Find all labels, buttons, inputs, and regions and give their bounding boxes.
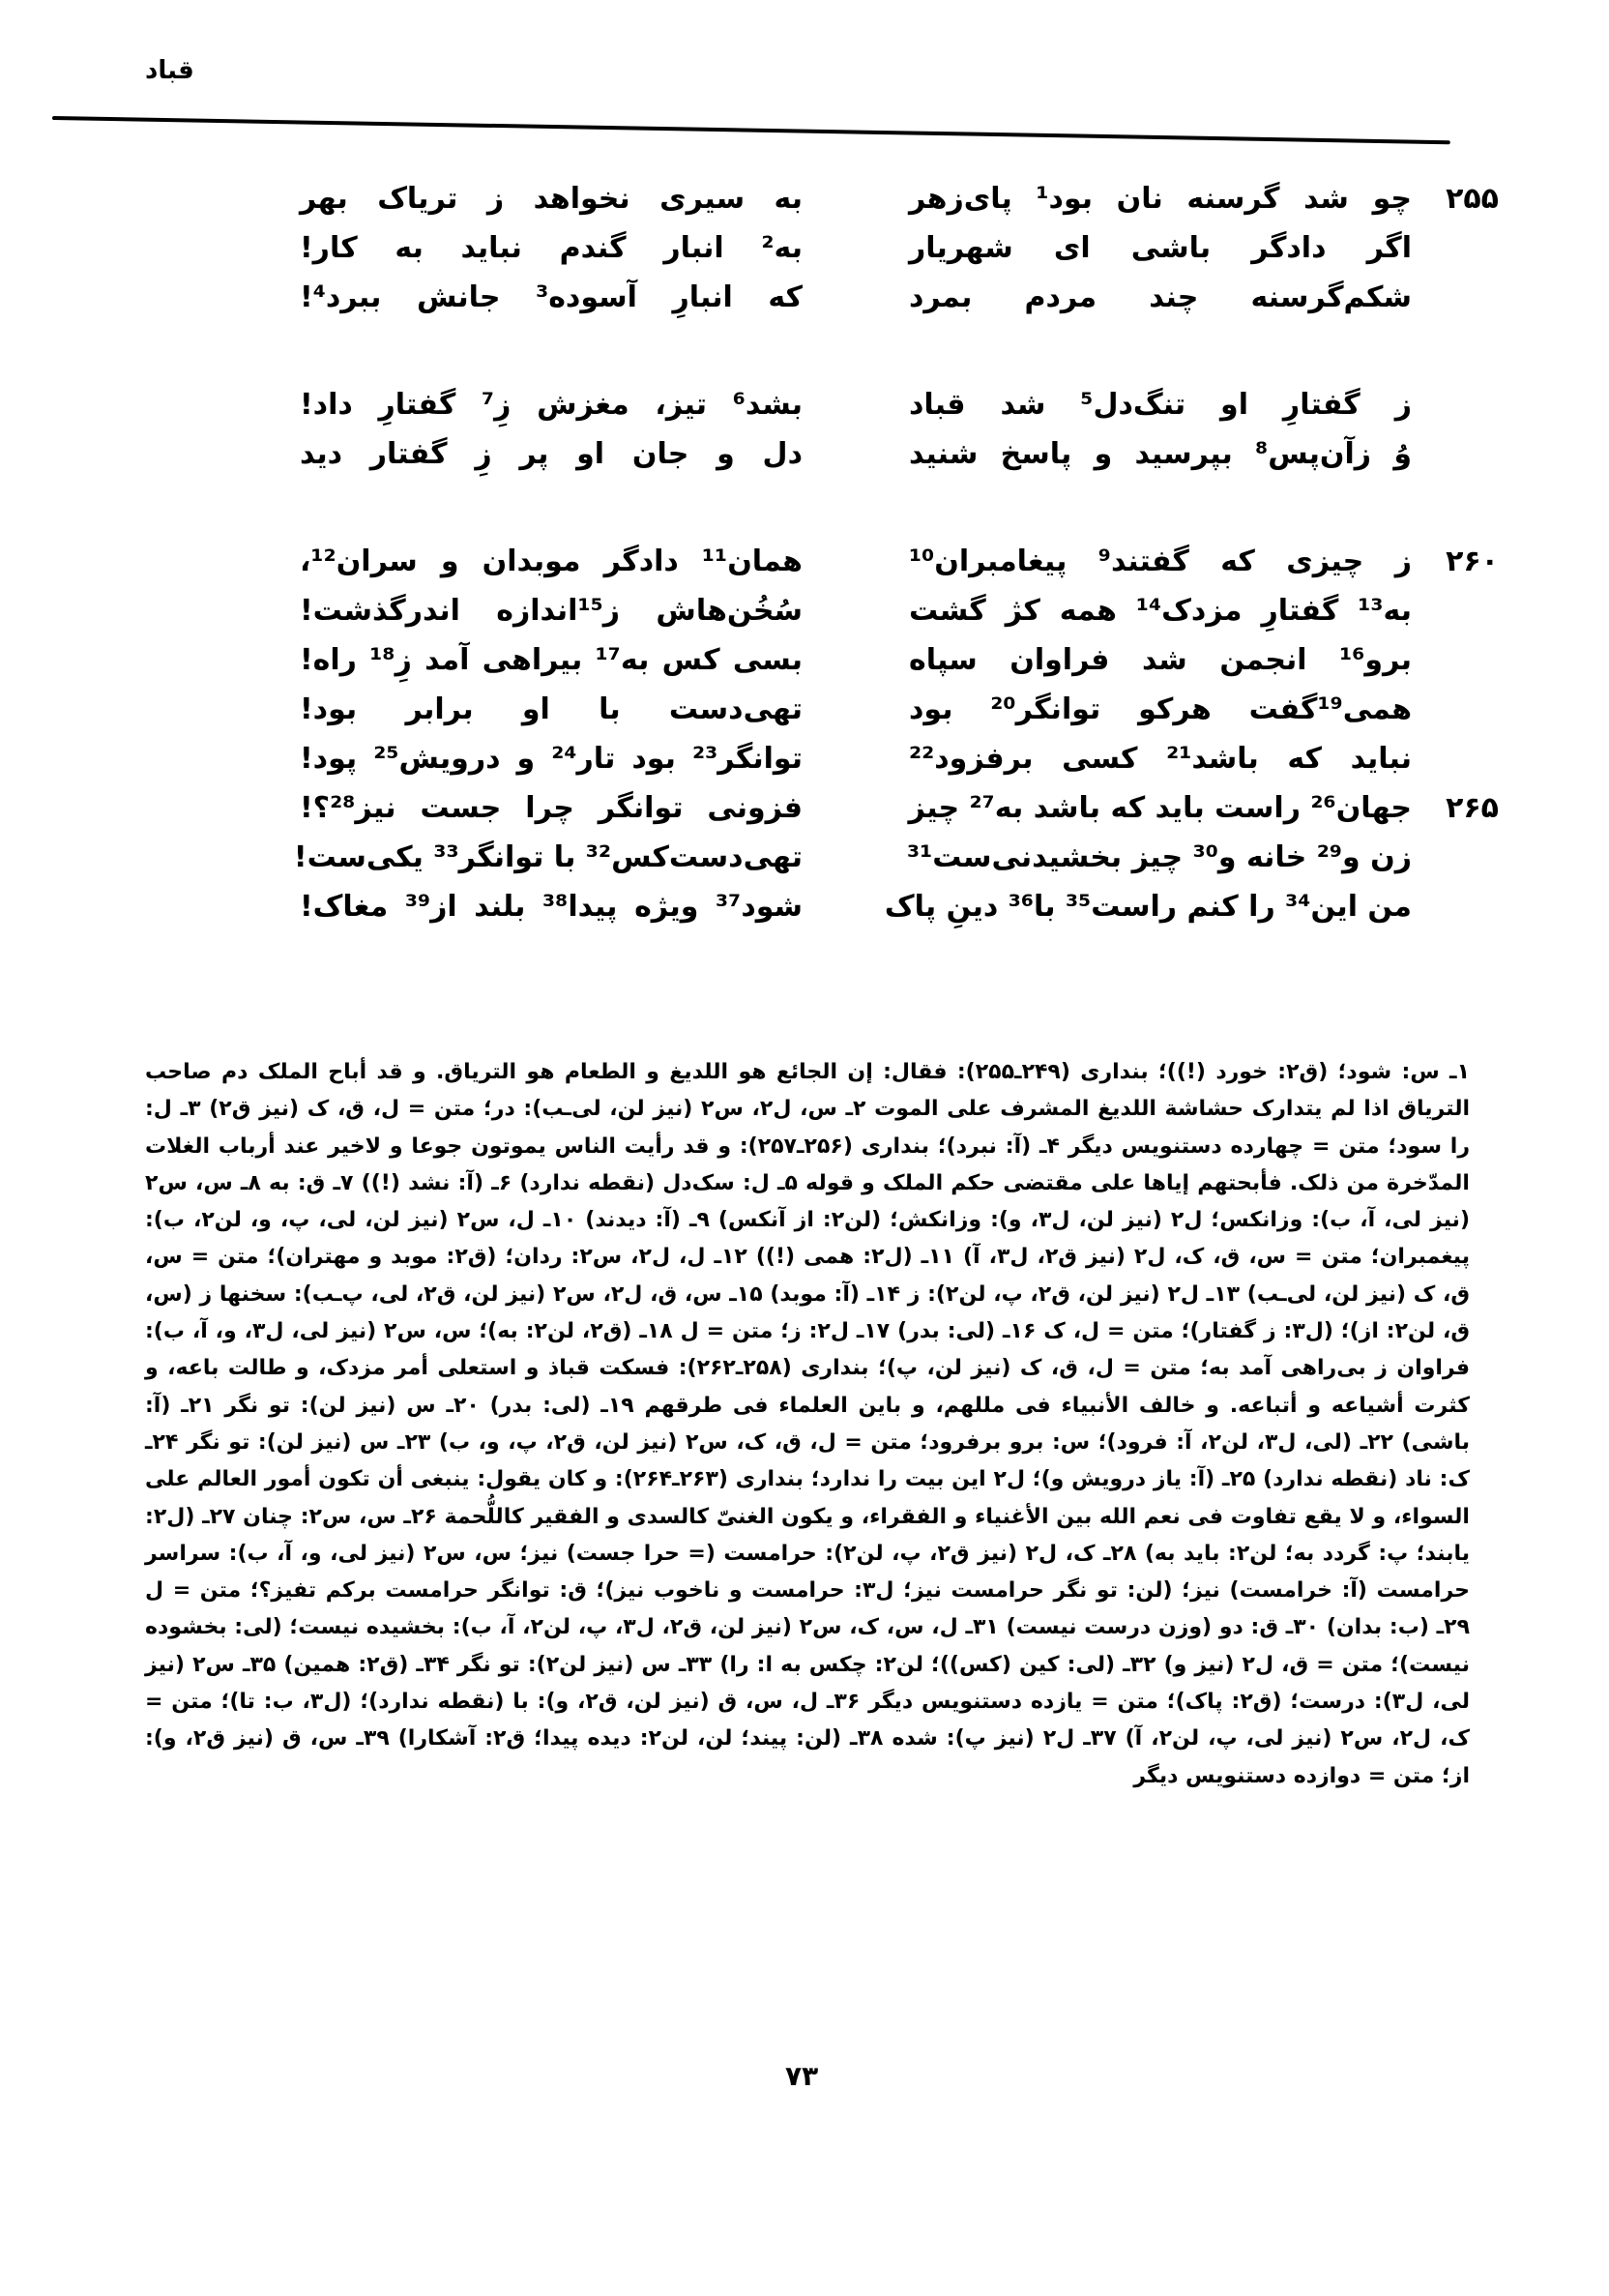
first-hemistich: وُ زآن‌پس⁸ بپرسید و پاسخ شنید — [909, 437, 1412, 471]
first-hemistich: شکم‌گرسنه چند مردم بمرد — [909, 280, 1412, 314]
couplet — [261, 586, 1499, 635]
first-hemistich: به¹³ گفتارِ مزدک¹⁴ همه کژ گشت — [909, 594, 1412, 628]
second-hemistich: تهی‌دست با او برابر بود! — [300, 692, 803, 726]
second-hemistich: شود³⁷ ویژه پیدا³⁸ بلند از³⁹ مغاک! — [300, 890, 804, 924]
page-number: ۷۳ — [785, 2060, 819, 2092]
second-hemistich: که انبارِ آسوده³ جانش ببرد⁴! — [300, 280, 804, 314]
first-hemistich: ز چیزی که گفتند⁹ پیغامبران¹⁰ — [909, 545, 1412, 578]
second-hemistich: به² انبار گندم نباید به کار! — [300, 231, 803, 265]
first-hemistich: نباید که باشد²¹ کسی برفزود²² — [909, 742, 1412, 776]
first-hemistich: زن و²⁹ خانه و³⁰ چیز بخشیدنی‌ست³¹ — [907, 840, 1412, 874]
couplet — [261, 685, 1499, 734]
second-hemistich: دل و جان او پر زِ گفتار دید — [300, 437, 803, 471]
second-hemistich: بسی کس به¹⁷ بیراهی آمد زِ¹⁸ راه! — [300, 643, 803, 677]
header-rule-divider — [52, 116, 1450, 144]
couplet — [261, 783, 1499, 833]
second-hemistich: به سیری نخواهد ز تریاک بهر — [300, 182, 803, 216]
couplet — [261, 429, 1499, 479]
couplet — [261, 734, 1499, 783]
verse-number: ۲۶۵ — [1446, 791, 1499, 825]
running-head: قباد — [145, 56, 194, 85]
second-hemistich: سُخُن‌هاش ز¹⁵اندازه اندرگذشت! — [300, 594, 803, 628]
second-hemistich: تهی‌دست‌کس³² با توانگر³³ یکی‌ست! — [293, 840, 803, 874]
verse-block — [261, 174, 1499, 931]
second-hemistich: بشد⁶ تیز، مغزش زِ⁷ گفتارِ داد! — [300, 388, 803, 422]
second-hemistich: فزونی توانگر چرا جست نیز²⁸؟! — [300, 791, 803, 825]
first-hemistich: جهان²⁶ راست باید که باشد به²⁷ چیز — [908, 791, 1412, 825]
couplet — [261, 537, 1499, 586]
verse-number: ۲۵۵ — [1446, 182, 1499, 216]
second-hemistich: همان¹¹ دادگر موبدان و سران¹²، — [300, 545, 803, 578]
couplet — [261, 833, 1499, 882]
couplet — [261, 635, 1499, 685]
couplet — [261, 380, 1499, 429]
first-hemistich: چو شد گرسنه نان بود¹ پای‌زهر — [909, 182, 1413, 216]
first-hemistich: برو¹⁶ انجمن شد فراوان سپاه — [909, 643, 1412, 677]
couplet — [261, 223, 1499, 273]
couplet — [261, 273, 1499, 322]
couplet — [261, 174, 1499, 223]
second-hemistich: توانگر²³ بود تار²⁴ و درویش²⁵ پود! — [300, 742, 803, 776]
first-hemistich: همی¹⁹گفت هرکو توانگر²⁰ بود — [909, 692, 1412, 726]
first-hemistich: اگر دادگر باشی ای شهریار — [909, 231, 1412, 265]
verse-number: ۲۶۰ — [1446, 545, 1499, 578]
footnotes — [145, 1054, 1470, 1795]
footnote-text: ۱ـ س: شود؛ (ق۲: خورد (!))؛ بنداری (۲۴۹ـ۲۵۵): فقال: إن الجائع هو اللديغ و الطعام هو التریاق. و قد أباح الملک دم صاحب التریاق اذا لم یتدارک حشاشة اللدیغ المشرف علی الموت ۲ـ س، ل۲، س۲ (نیز لن، لی‌ـب): در؛ متن = ل، ق، ک (نیز ق۲) ۳ـ ل: را سود؛ متن = چهارده دستنویس دیگر ۴ـ (آ: نبرد)؛ بنداری (۲۵۶ـ۲۵۷): و قد رأیت الناس یموتون جوعا و لاخیر عند أرباب الغلات المدّخرة من ذلک. فأبحتهم إیاها علی مقتضی حکم الملک و قوله ۵ـ ل: سک‌دل (نقطه ندارد) ۶ـ (آ: نشد (!)) ۷ـ ق: به ۸ـ س، س۲ (نیز لی، آ، ب): وزانکس؛ ل۲ (نیز لن، ل۳، و): وزانکش؛ (لن۲: از آنکس) ۹ـ (آ: دیدند) ۱۰ـ ل، س۲ (نیز لن، لی، پ، و، لن۲، ب): پیغمبران؛ متن = س، ق، ک، ل۲ (نیز ق۲، ل۳، آ) ۱۱ـ (ل۲: همی (!)) ۱۲ـ ل، ل۲، س۲: ردان؛ (ق۲: موبد و مهتران)؛ متن = س، ق، ک (نیز لن، لی‌ـب) ۱۳ـ ل۲ (نیز لن، ق۲، پ، لن۲): ز ۱۴ـ (آ: موبد) ۱۵ـ س، ق، ل۲، س۲ (نیز لن، ق۲، لی، پ‌ـب): سخنها ز (س، ق، لن۲: از)؛ (ل۳: ز گفتار)؛ متن = ل، ک ۱۶ـ (لی: بدر) ۱۷ـ ل۲: ز؛ متن = ل ۱۸ـ (ق۲، لن۲: به)؛ س، س۲ (نیز لی، ل۳، و، آ، ب): فراوان ز بی‌راهی آمد به؛ متن = ل، ق، ک (نیز لن، پ)؛ بنداری (۲۵۸ـ۲۶۲): فسکت قباذ و استعلی أمر مزدک، و طالت باعه، و کثرت أشیاعه و أتباعه. و خالف الأنبیاء فی مللهم، و باین العلماء فی طرقهم ۱۹ـ (لی: بدر) ۲۰ـ س (نیز لن): تو نگر ۲۱ـ (آ: باشی) ۲۲ـ (لی، ل۳، لن۲، آ: فرود)؛ س: برو برفرود؛ متن = ل، ق، ک، س۲ (نیز لن، ق۲، پ، و، ب) ۲۳ـ س (نیز لن): تو نگر ۲۴ـ ک: ناد (نقطه ندارد) ۲۵ـ (آ: یاز درویش و)؛ ل۲ این بیت را ندارد؛ بنداری (۲۶۳ـ۲۶۴): و کان یقول: ینبغی أن تکون أمور العالم علی السواء، و لا یقع تفاوت فی نعم الله بین الأغنیاء و الفقراء، و یکون الغنیّ کالسدی و الفقیر کاللُّحمة ۲۶ـ س، س۲: چنان ۲۷ـ (ل۲: یابند؛ پ: گردد به؛ لن۲: باید به) ۲۸ـ ک، ل۲ (نیز ق۲، پ، لن۲): حرامست (= حرا جست) نیز؛ س، س۲ (نیز لی، و، آ، ب): سراسر حرامست (آ: خرامست) نیز؛ (لن: تو نگر حرامست نیز؛ ل۳: حرامست و ناخوب نیز)؛ ق: توانگر حرامست برکم تفیز؟؛ متن = ل ۲۹ـ (ب: بدان) ۳۰ـ ق: دو (وزن درست نیست) ۳۱ـ ل، س، ک، س۲ (نیز لن، ق۲، ل۳، پ، لن۲، آ، ب): بخشیده نیست؛ (لی: بخشوده نیست)؛ متن = ق، ل۲ (نیز و) ۳۲ـ (لی: کین (کس))؛ لن۲: چکس به ا: را) ۳۳ـ س (نیز لن۲): تو نگر ۳۴ـ (ق۲: همین) ۳۵ـ س۲ (نیز لی، ل۳): درست؛ (ق۲: پاک)؛ متن = یازده دستنویس دیگر ۳۶ـ ل، س، ق (نیز لن، ق۲، و): با (نقطه ندارد)؛ (ل۳، ب: تا)؛ متن = ک، ل۲، س۲ (نیز لی، پ، لن۲، آ) ۳۷ـ ل۲ (نیز پ): شده ۳۸ـ (لن: پیند؛ لن، لن۲: دیده پیدا؛ ق۲: آشکارا) ۳۹ـ س، ق (نیز ق۲، و): از؛ متن = دوازده دستنویس دیگر — [145, 1060, 1471, 1788]
first-hemistich: من این³⁴ را کنم راست³⁵ با³⁶ دینِ پاک — [884, 890, 1412, 924]
couplet — [261, 882, 1499, 931]
first-hemistich: ز گفتارِ او تنگ‌دل⁵ شد قباد — [909, 388, 1412, 422]
